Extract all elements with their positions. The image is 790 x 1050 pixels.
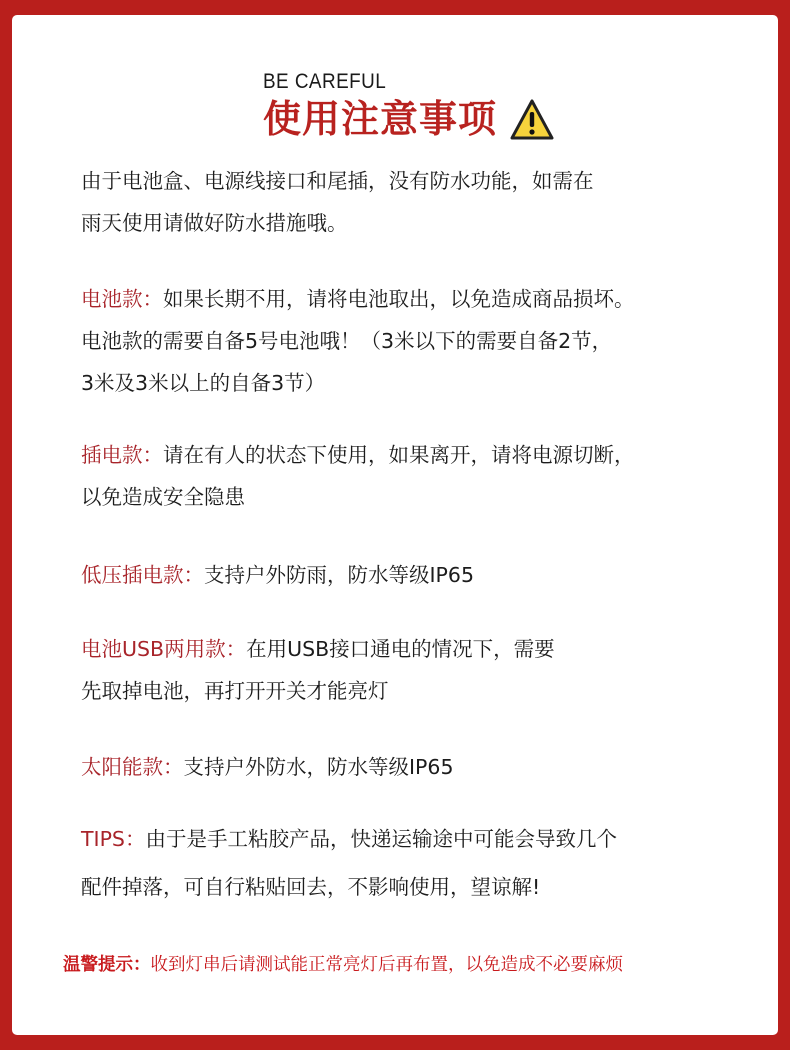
section-line: 插电款：请在有人的状态下使用，如果离开，请将电源切断，: [81, 443, 635, 467]
section-solar: [81, 746, 454, 788]
section-label: 电池款：: [81, 287, 163, 311]
section-line: 太阳能款：支持户外防水，防水等级IP65: [81, 755, 454, 779]
notice-label: 温警提示：: [63, 955, 151, 975]
section-line: 配件掉落，可自行粘贴回去，不影响使用，望谅解!: [81, 875, 541, 899]
notice-text: 收到灯串后请测试能正常亮灯后再布置，以免造成不必要麻烦: [150, 955, 623, 975]
section-battery-usb: [81, 628, 555, 712]
section-label: 低压插电款：: [81, 563, 204, 587]
section-line: 电池USB两用款：在用USB接口通电的情况下，需要: [81, 637, 555, 661]
section-plug-in: [81, 434, 635, 518]
section-label: TIPS：: [81, 827, 146, 851]
section-line: 电池款的需要自备5号电池哦！（3米以下的需要自备2节，: [81, 329, 613, 353]
section-line: 低压插电款：支持户外防雨，防水等级IP65: [81, 563, 474, 587]
section-battery: [81, 278, 635, 404]
section-line: TIPS：由于是手工粘胶产品，快递运输途中可能会导致几个: [81, 827, 617, 851]
section-line: 由于电池盒、电源线接口和尾插，没有防水功能，如需在: [81, 169, 594, 193]
header: [263, 70, 555, 142]
section-low-voltage: [81, 554, 474, 596]
header-subtitle: BE CAREFUL: [263, 70, 387, 93]
warning-triangle-icon: [509, 98, 555, 142]
title-row: [263, 96, 555, 142]
section-label: 太阳能款：: [81, 755, 184, 779]
section-line: 电池款：如果长期不用，请将电池取出，以免造成商品损坏。: [81, 287, 635, 311]
page-title: 使用注意事项: [263, 97, 498, 141]
section-line: 3米及3米以上的自备3节）: [81, 371, 326, 395]
section-label: 插电款：: [81, 443, 163, 467]
section-line: 雨天使用请做好防水措施哦。: [81, 211, 348, 235]
section-line: 以免造成安全隐患: [81, 485, 245, 509]
section-general: [81, 160, 594, 244]
section-tips: [81, 818, 617, 908]
warm-notice: [63, 950, 623, 980]
section-line: 先取掉电池，再打开开关才能亮灯: [81, 679, 389, 703]
section-label: 电池USB两用款：: [81, 637, 247, 661]
